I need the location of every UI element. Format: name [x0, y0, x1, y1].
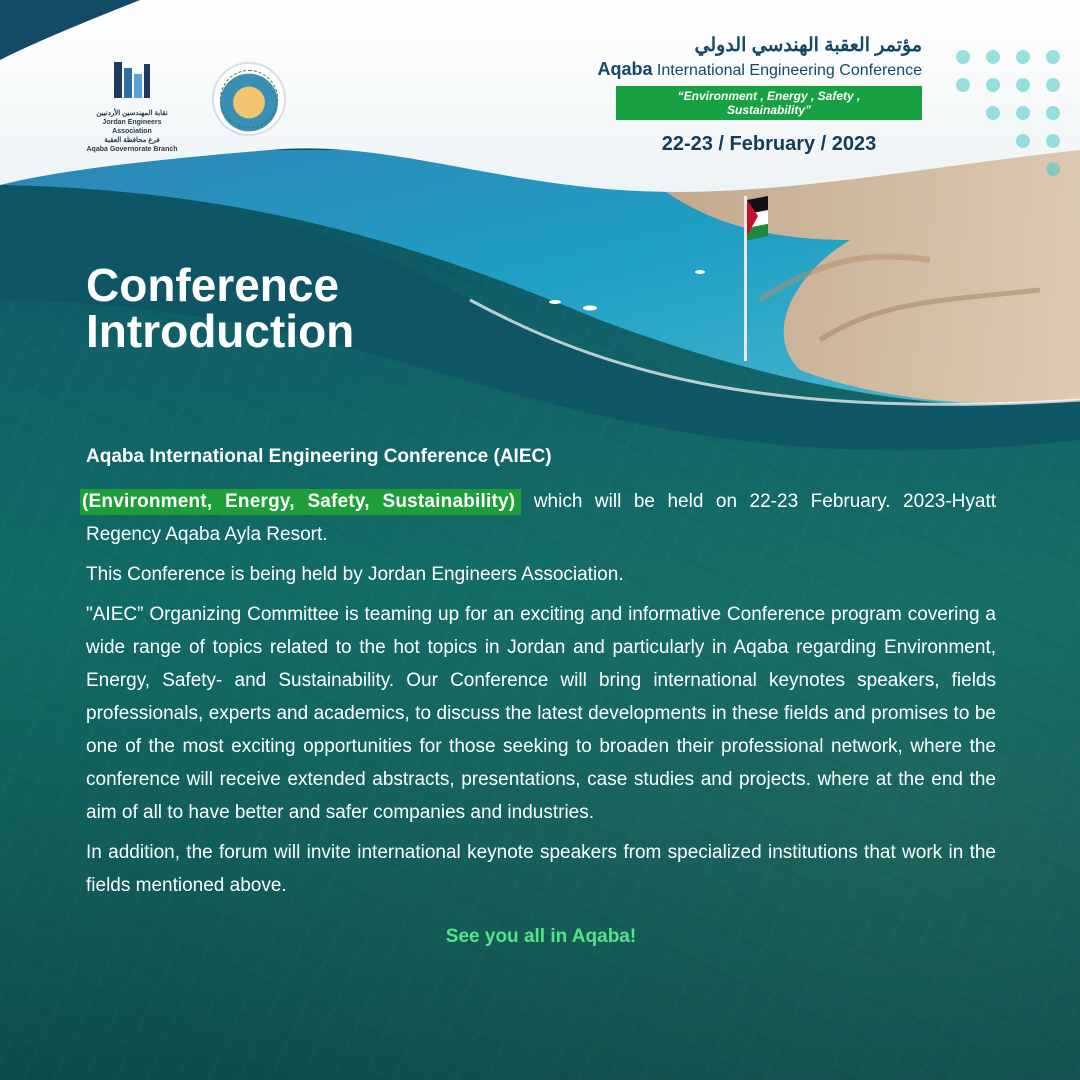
intro-paragraph-1 [82, 485, 996, 551]
themes-highlight: (Environment, Energy, Safety, Sustainability) [80, 489, 521, 515]
decorative-dots [952, 40, 1062, 210]
logos-group [86, 60, 286, 154]
conference-header [597, 34, 922, 156]
jea-branch-english: Aqaba Governorate Branch [86, 146, 178, 153]
english-title-prefix: Aqaba [597, 59, 653, 79]
flag-icon [744, 196, 784, 366]
jea-english-name: Jordan Engineers Association [102, 119, 162, 135]
jea-emblem-icon [110, 60, 154, 100]
intro-paragraph-3: "AIEC” Organizing Committee is teaming up for an exciting and informative Conference program covering a wide range of topics related to the hot topics in Jordan and particularly in Aqaba regarding Environment, Energy, Safety- and Sustainability. Our Conference will bring international keynotes speakers, fields professionals, experts and academics, to discuss the latest developments in these fields and promises to be one of the most exciting opportunities for those seeking to broaden their professional network, where the conference will receive extended abstracts, presentations, case studies and projects. where at the end the aim of all to have better and safer companies and industries. [86, 604, 996, 823]
intro-body [82, 440, 996, 960]
closing-line: See you all in Aqaba! [445, 926, 637, 947]
english-title [597, 59, 922, 80]
intro-paragraph-1-rest: which will be held on 22-23 February. 2023-Hyatt Regency Aqaba Ayla Resort. [86, 491, 996, 545]
conference-emblem-icon [212, 62, 286, 136]
intro-paragraph-4: In addition, the forum will invite international keynote speakers from specialized institutions that work in the fields mentioned above. [86, 842, 996, 896]
jea-branch-arabic: فرع محافظة العقبة [104, 137, 160, 144]
jea-arabic-name: نقابة المهندسين الأردنيين [96, 110, 168, 117]
tagline-banner: “Environment , Energy , Safety , Sustainability” [616, 86, 922, 120]
english-title-rest: International Engineering Conference [656, 62, 922, 79]
jea-logo [86, 60, 178, 154]
conference-date: 22-23 / February / 2023 [661, 133, 877, 155]
title-line-2: Introduction [86, 305, 355, 357]
arabic-title: مؤتمر العقبة الهندسي الدولي [694, 35, 922, 56]
title-line-1: Conference [86, 259, 340, 311]
intro-subheading: Aqaba International Engineering Conference (AIEC) [86, 446, 552, 467]
page-title [86, 259, 355, 357]
intro-paragraph-2: This Conference is being held by Jordan Engineers Association. [86, 564, 624, 585]
